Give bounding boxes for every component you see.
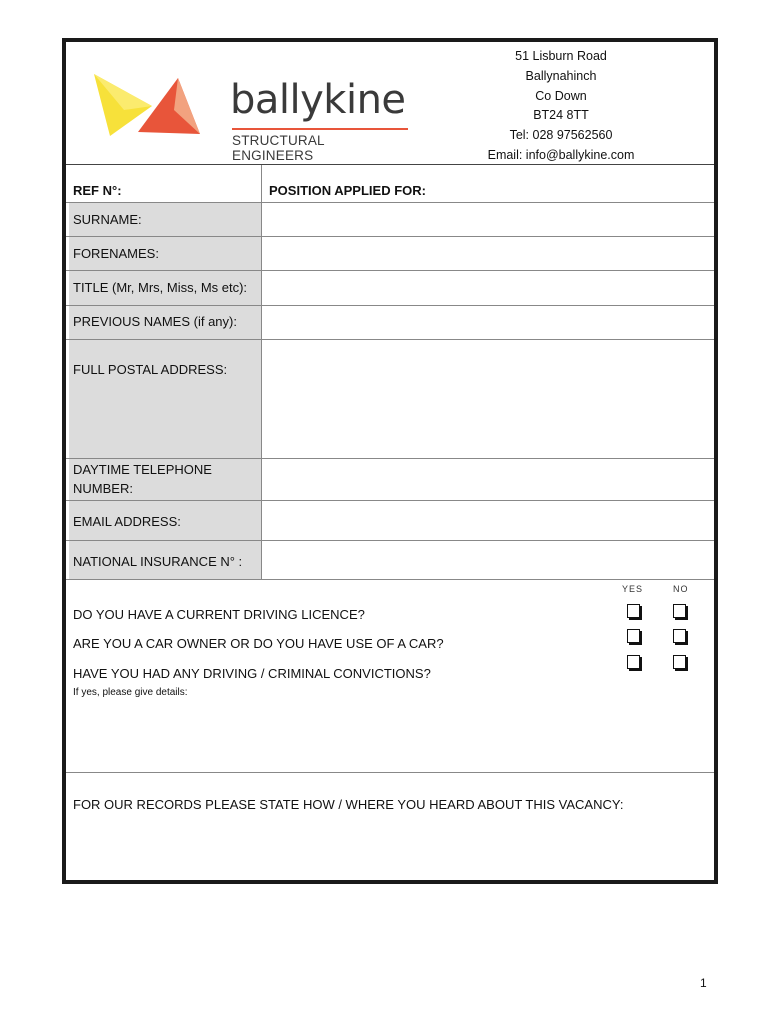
address-line: BT24 8TT: [533, 108, 589, 123]
telephone-label-line: DAYTIME TELEPHONE: [73, 462, 212, 477]
no-column-label: NO: [673, 584, 689, 594]
brand-underline: [232, 128, 408, 130]
vacancy-source-field[interactable]: [69, 817, 714, 879]
convictions-question: HAVE YOU HAD ANY DRIVING / CRIMINAL CONVICTIONS?: [73, 666, 431, 681]
telephone-field[interactable]: [262, 459, 714, 500]
company-name: ballykine: [230, 77, 406, 123]
ref-number-label: REF N°:: [73, 183, 122, 198]
telephone-label: [73, 460, 212, 498]
vacancy-source-question: FOR OUR RECORDS PLEASE STATE HOW / WHERE YOU HEARD ABOUT THIS VACANCY:: [73, 797, 624, 812]
conviction-details-field[interactable]: [69, 702, 714, 770]
telephone-label-line: NUMBER:: [73, 481, 133, 496]
page-number: 1: [700, 976, 707, 990]
divider: [66, 579, 714, 580]
address-line: Ballynahinch: [525, 68, 597, 83]
car-owner-question: ARE YOU A CAR OWNER OR DO YOU HAVE USE OF A CAR?: [73, 636, 444, 651]
company-tagline: STRUCTURAL ENGINEERS: [232, 133, 325, 163]
forenames-label: FORENAMES:: [73, 246, 159, 261]
surname-field[interactable]: [262, 203, 714, 236]
position-applied-label: POSITION APPLIED FOR:: [269, 183, 426, 198]
surname-label: SURNAME:: [73, 212, 142, 227]
divider: [261, 165, 262, 202]
national-insurance-field[interactable]: [262, 541, 714, 579]
address-line: 51 Lisburn Road: [515, 49, 607, 63]
application-form: [62, 38, 718, 884]
convictions-yes-checkbox[interactable]: [627, 655, 640, 669]
phone-text: Tel: 028 97562560: [509, 128, 613, 143]
forenames-field[interactable]: [262, 237, 714, 270]
yes-column-label: YES: [622, 584, 644, 594]
company-address: [466, 47, 656, 166]
driving-licence-yes-checkbox[interactable]: [627, 604, 640, 618]
convictions-no-checkbox[interactable]: [673, 655, 686, 669]
car-owner-no-checkbox[interactable]: [673, 629, 686, 643]
email-label: EMAIL ADDRESS:: [73, 514, 181, 529]
address-line: Co Down: [535, 88, 587, 103]
driving-licence-question: DO YOU HAVE A CURRENT DRIVING LICENCE?: [73, 607, 365, 622]
details-note: If yes, please give details:: [73, 687, 188, 698]
company-logo: [90, 66, 406, 163]
email-field[interactable]: [262, 501, 714, 540]
title-field[interactable]: [262, 271, 714, 305]
national-insurance-label: NATIONAL INSURANCE N° :: [73, 554, 243, 569]
divider: [66, 164, 714, 165]
postal-address-label: FULL POSTAL ADDRESS:: [73, 362, 228, 377]
car-owner-yes-checkbox[interactable]: [627, 629, 640, 643]
divider: [66, 772, 714, 773]
email-text: Email: info@ballykine.com: [487, 147, 635, 162]
driving-licence-no-checkbox[interactable]: [673, 604, 686, 618]
title-label: TITLE (Mr, Mrs, Miss, Ms etc):: [73, 280, 248, 295]
logo-triangles-icon: [90, 66, 230, 146]
postal-address-field[interactable]: [262, 340, 714, 458]
previous-names-label: PREVIOUS NAMES (if any):: [73, 314, 237, 329]
previous-names-field[interactable]: [262, 306, 714, 339]
